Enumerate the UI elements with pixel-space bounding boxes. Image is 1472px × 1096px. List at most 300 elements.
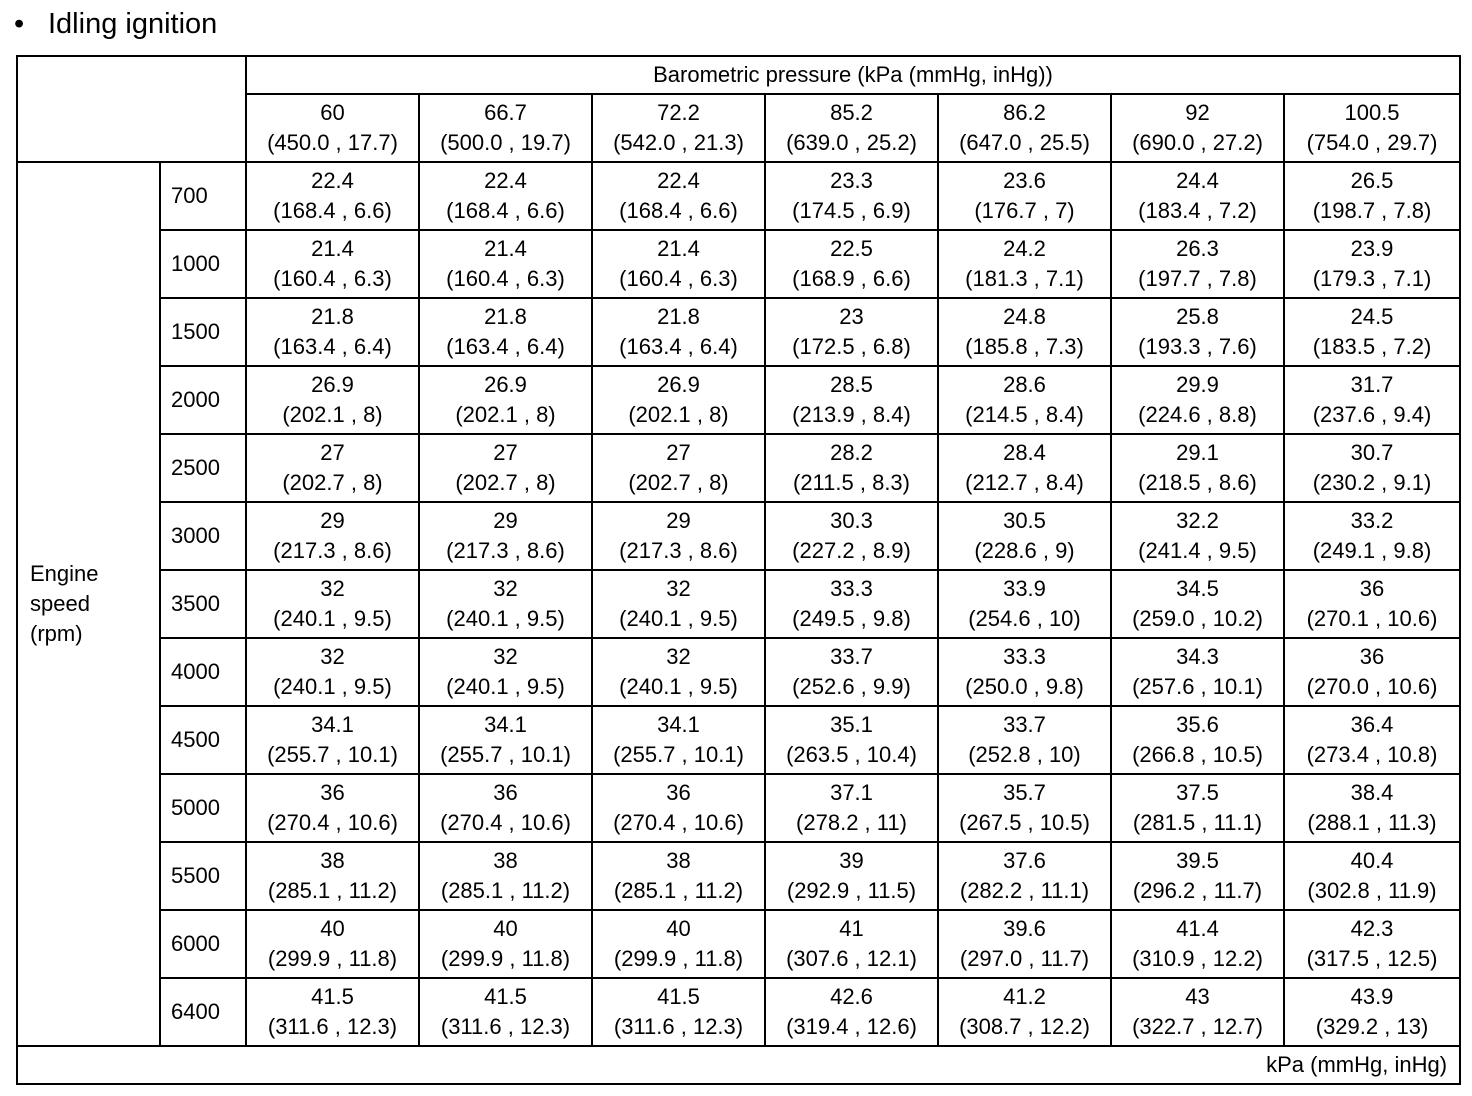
value-kpa: 34.3 [1176,644,1219,669]
value-kpa: 36 [1359,644,1385,669]
value-kpa: 26.9 [484,372,527,397]
value-mmhg-inhg: (181.3 , 7.1) [965,266,1084,291]
value-kpa: 28.6 [1003,372,1046,397]
value-mmhg-inhg: (270.1 , 10.6) [1306,606,1438,631]
value-kpa: 32 [493,576,518,601]
value-kpa: 27 [666,440,691,465]
value-mmhg-inhg: (163.4 , 6.4) [446,334,565,359]
value-kpa: 32 [666,644,691,669]
value-cell [765,162,938,230]
value-cell [765,298,938,366]
value-mmhg-inhg: (270.0 , 10.6) [1306,674,1438,699]
value-cell [419,842,592,910]
value-kpa: 43.9 [1350,984,1394,1009]
pressure-sub-value: (500.0 , 19.7) [440,130,571,155]
value-kpa: 30.7 [1350,440,1394,465]
value-kpa: 37.6 [1003,848,1046,873]
value-mmhg-inhg: (198.7 , 7.8) [1312,198,1432,223]
value-mmhg-inhg: (168.4 , 6.6) [619,198,738,223]
value-cell [1111,638,1284,706]
value-cell [938,842,1111,910]
value-mmhg-inhg: (255.7 , 10.1) [613,742,744,767]
table-row [17,298,1460,366]
value-kpa: 27 [493,440,518,465]
value-kpa: 32.2 [1176,508,1219,533]
value-mmhg-inhg: (240.1 , 9.5) [619,674,738,699]
value-cell [765,434,938,502]
value-kpa: 29 [493,508,518,533]
value-mmhg-inhg: (183.5 , 7.2) [1312,334,1432,359]
value-cell [1284,910,1460,978]
value-cell [246,842,419,910]
value-mmhg-inhg: (282.2 , 11.1) [959,878,1090,903]
value-cell [246,502,419,570]
value-cell [1284,978,1460,1046]
value-cell [765,706,938,774]
value-kpa: 22.4 [311,168,354,193]
value-mmhg-inhg: (302.8 , 11.9) [1307,878,1437,903]
value-mmhg-inhg: (273.4 , 10.8) [1306,742,1438,767]
value-cell [419,502,592,570]
value-cell [592,434,765,502]
value-cell [592,774,765,842]
pressure-column-header [938,94,1111,162]
value-cell [938,570,1111,638]
value-cell [592,366,765,434]
value-mmhg-inhg: (202.1 , 8) [282,402,383,427]
pressure-sub-value: (542.0 , 21.3) [613,130,744,155]
value-cell [419,978,592,1046]
value-kpa: 26.3 [1176,236,1219,261]
rpm-cell: 6400 [160,978,246,1046]
value-kpa: 37.5 [1176,780,1219,805]
table-row [17,434,1460,502]
pressure-value: 72.2 [657,100,700,125]
table-row [17,774,1460,842]
value-kpa: 43 [1185,984,1210,1009]
value-cell [1284,638,1460,706]
value-mmhg-inhg: (329.2 , 13) [1315,1014,1429,1039]
value-cell [592,162,765,230]
value-kpa: 42.6 [830,984,873,1009]
value-kpa: 29.9 [1176,372,1219,397]
value-mmhg-inhg: (299.9 , 11.8) [613,946,744,971]
value-cell [1111,910,1284,978]
value-cell [419,706,592,774]
pressure-sub-value: (639.0 , 25.2) [786,130,917,155]
value-mmhg-inhg: (240.1 , 9.5) [446,606,565,631]
units-note: kPa (mmHg, inHg) [17,1046,1460,1084]
value-mmhg-inhg: (240.1 , 9.5) [273,606,392,631]
pressure-value: 92 [1185,100,1210,125]
value-mmhg-inhg: (259.0 , 10.2) [1132,606,1263,631]
value-mmhg-inhg: (319.4 , 12.6) [786,1014,917,1039]
value-mmhg-inhg: (278.2 , 11) [796,810,907,835]
value-cell [765,638,938,706]
value-cell [1284,706,1460,774]
value-mmhg-inhg: (168.4 , 6.6) [446,198,565,223]
value-mmhg-inhg: (213.9 , 8.4) [792,402,911,427]
pressure-value: 100.5 [1344,100,1400,125]
rpm-cell: 700 [160,162,246,230]
value-cell [765,570,938,638]
value-cell [246,638,419,706]
engine-speed-label-line: Engine [30,561,99,586]
pressure-sub-value: (690.0 , 27.2) [1132,130,1263,155]
rpm-cell: 4500 [160,706,246,774]
value-mmhg-inhg: (270.4 , 10.6) [267,810,398,835]
table-row [17,706,1460,774]
value-mmhg-inhg: (285.1 , 11.2) [440,878,571,903]
value-kpa: 34.1 [484,712,527,737]
value-cell [765,842,938,910]
value-cell [1111,162,1284,230]
value-kpa: 33.9 [1003,576,1046,601]
value-mmhg-inhg: (311.6 , 12.3) [267,1014,398,1039]
value-kpa: 34.5 [1176,576,1219,601]
value-mmhg-inhg: (257.6 , 10.1) [1132,674,1263,699]
value-kpa: 30.5 [1003,508,1046,533]
value-cell [246,162,419,230]
value-mmhg-inhg: (217.3 , 8.6) [446,538,565,563]
section-title [14,6,217,42]
pressure-header: Barometric pressure (kPa (mmHg, inHg)) [246,56,1460,94]
value-mmhg-inhg: (163.4 , 6.4) [619,334,738,359]
engine-speed-label-line: (rpm) [30,621,83,646]
value-kpa: 32 [320,644,345,669]
value-cell [938,706,1111,774]
value-kpa: 32 [666,576,691,601]
value-kpa: 36 [320,780,345,805]
pressure-column-header [1284,94,1460,162]
value-mmhg-inhg: (202.7 , 8) [628,470,729,495]
value-kpa: 23.9 [1350,236,1394,261]
value-kpa: 41.5 [484,984,527,1009]
value-cell [592,298,765,366]
rpm-cell: 1500 [160,298,246,366]
pressure-column-header [765,94,938,162]
value-cell [1111,434,1284,502]
value-kpa: 39 [839,848,864,873]
value-cell [246,434,419,502]
value-mmhg-inhg: (227.2 , 8.9) [792,538,911,563]
value-mmhg-inhg: (297.0 , 11.7) [959,946,1090,971]
rpm-cell: 2500 [160,434,246,502]
value-cell [419,366,592,434]
value-kpa: 23 [839,304,864,329]
pressure-column-header [419,94,592,162]
value-kpa: 38 [320,848,345,873]
value-cell [1111,502,1284,570]
value-mmhg-inhg: (249.1 , 9.8) [1312,538,1432,563]
pressure-column-header [246,94,419,162]
pressure-value: 66.7 [484,100,527,125]
value-kpa: 26.9 [657,372,700,397]
value-mmhg-inhg: (174.5 , 6.9) [792,198,911,223]
value-kpa: 28.2 [830,440,873,465]
value-cell [592,706,765,774]
value-mmhg-inhg: (217.3 , 8.6) [619,538,738,563]
value-cell [938,774,1111,842]
value-mmhg-inhg: (202.7 , 8) [455,470,556,495]
pressure-column-header [592,94,765,162]
value-kpa: 33.3 [830,576,873,601]
value-kpa: 22.5 [830,236,873,261]
value-mmhg-inhg: (224.6 , 8.8) [1138,402,1257,427]
value-cell [246,298,419,366]
value-kpa: 21.4 [657,236,700,261]
value-mmhg-inhg: (172.5 , 6.8) [792,334,911,359]
value-cell [1111,230,1284,298]
table-row [17,230,1460,298]
value-kpa: 32 [320,576,345,601]
value-kpa: 42.3 [1350,916,1394,941]
value-kpa: 36.4 [1350,712,1394,737]
value-kpa: 22.4 [657,168,700,193]
value-mmhg-inhg: (163.4 , 6.4) [273,334,392,359]
table-row [17,910,1460,978]
pressure-value: 60 [320,100,345,125]
value-cell [1284,162,1460,230]
value-mmhg-inhg: (267.5 , 10.5) [959,810,1090,835]
value-cell [246,366,419,434]
table-row [17,638,1460,706]
value-mmhg-inhg: (202.7 , 8) [282,470,383,495]
value-kpa: 28.4 [1003,440,1046,465]
value-mmhg-inhg: (322.7 , 12.7) [1132,1014,1263,1039]
value-cell [246,230,419,298]
value-cell [592,842,765,910]
value-cell [1284,570,1460,638]
value-mmhg-inhg: (255.7 , 10.1) [440,742,571,767]
value-kpa: 30.3 [830,508,873,533]
value-kpa: 34.1 [657,712,700,737]
value-kpa: 35.1 [830,712,873,737]
value-kpa: 24.2 [1003,236,1046,261]
value-kpa: 29 [666,508,691,533]
table-row [17,978,1460,1046]
value-kpa: 33.3 [1003,644,1046,669]
value-cell [592,570,765,638]
rpm-cell: 5000 [160,774,246,842]
value-cell [419,434,592,502]
value-mmhg-inhg: (292.9 , 11.5) [786,878,917,903]
value-cell [938,366,1111,434]
value-cell [246,978,419,1046]
value-mmhg-inhg: (240.1 , 9.5) [619,606,738,631]
value-kpa: 41.5 [311,984,354,1009]
table-row [17,842,1460,910]
value-mmhg-inhg: (160.4 , 6.3) [273,266,392,291]
value-cell [938,298,1111,366]
idling-ignition-table [16,55,1461,1085]
value-kpa: 38.4 [1350,780,1394,805]
value-kpa: 22.4 [484,168,527,193]
value-mmhg-inhg: (240.1 , 9.5) [446,674,565,699]
value-cell [1284,774,1460,842]
value-mmhg-inhg: (254.6 , 10) [968,606,1081,631]
value-mmhg-inhg: (176.7 , 7) [974,198,1075,223]
value-mmhg-inhg: (317.5 , 12.5) [1306,946,1438,971]
value-kpa: 41.2 [1003,984,1046,1009]
rpm-cell: 4000 [160,638,246,706]
pressure-sub-value: (450.0 , 17.7) [267,130,398,155]
value-mmhg-inhg: (270.4 , 10.6) [613,810,744,835]
value-cell [765,910,938,978]
pressure-value: 85.2 [830,100,873,125]
table-row [17,162,1460,230]
value-cell [1284,502,1460,570]
value-mmhg-inhg: (168.9 , 6.6) [792,266,911,291]
value-kpa: 21.4 [311,236,354,261]
table-row [17,502,1460,570]
value-kpa: 41 [839,916,864,941]
rpm-cell: 1000 [160,230,246,298]
engine-speed-label [17,162,160,1046]
value-cell [1111,706,1284,774]
value-cell [1111,366,1284,434]
pressure-sub-value: (754.0 , 29.7) [1306,130,1438,155]
engine-speed-label-line: speed [30,591,90,616]
value-kpa: 29.1 [1176,440,1219,465]
value-kpa: 40 [320,916,345,941]
value-kpa: 36 [666,780,691,805]
pressure-value: 86.2 [1003,100,1046,125]
value-cell [592,502,765,570]
value-kpa: 29 [320,508,345,533]
value-kpa: 40 [493,916,518,941]
value-kpa: 40.4 [1350,848,1394,873]
value-kpa: 23.6 [1003,168,1046,193]
value-kpa: 24.8 [1003,304,1046,329]
value-mmhg-inhg: (285.1 , 11.2) [267,878,398,903]
rpm-cell: 5500 [160,842,246,910]
value-kpa: 38 [493,848,518,873]
value-mmhg-inhg: (263.5 , 10.4) [786,742,917,767]
value-cell [1284,842,1460,910]
value-mmhg-inhg: (217.3 , 8.6) [273,538,392,563]
value-kpa: 26.9 [311,372,354,397]
value-cell [1284,298,1460,366]
value-kpa: 41.4 [1176,916,1219,941]
value-cell [419,298,592,366]
value-cell [246,910,419,978]
value-kpa: 31.7 [1350,372,1394,397]
value-mmhg-inhg: (214.5 , 8.4) [965,402,1084,427]
value-mmhg-inhg: (211.5 , 8.3) [793,470,910,495]
value-mmhg-inhg: (202.1 , 8) [455,402,556,427]
value-kpa: 32 [493,644,518,669]
value-kpa: 24.4 [1176,168,1219,193]
value-kpa: 36 [493,780,518,805]
value-cell [419,570,592,638]
value-cell [592,910,765,978]
value-mmhg-inhg: (160.4 , 6.3) [619,266,738,291]
rpm-cell: 3000 [160,502,246,570]
value-mmhg-inhg: (311.6 , 12.3) [613,1014,744,1039]
value-mmhg-inhg: (218.5 , 8.6) [1138,470,1257,495]
value-kpa: 41.5 [657,984,700,1009]
value-cell [1284,366,1460,434]
value-cell [938,162,1111,230]
value-mmhg-inhg: (296.2 , 11.7) [1132,878,1263,903]
value-kpa: 24.5 [1350,304,1394,329]
value-kpa: 37.1 [830,780,873,805]
value-kpa: 33.7 [830,644,873,669]
value-cell [765,502,938,570]
value-kpa: 21.8 [657,304,700,329]
value-mmhg-inhg: (230.2 , 9.1) [1312,470,1432,495]
value-cell [246,774,419,842]
value-mmhg-inhg: (270.4 , 10.6) [440,810,571,835]
pressure-column-header [1111,94,1284,162]
value-kpa: 35.7 [1003,780,1046,805]
value-kpa: 36 [1359,576,1385,601]
value-mmhg-inhg: (168.4 , 6.6) [273,198,392,223]
value-mmhg-inhg: (307.6 , 12.1) [786,946,917,971]
value-cell [1284,230,1460,298]
value-cell [765,978,938,1046]
table-row [17,366,1460,434]
value-cell [592,978,765,1046]
value-kpa: 23.3 [830,168,873,193]
value-cell [938,502,1111,570]
value-kpa: 21.8 [311,304,354,329]
value-mmhg-inhg: (179.3 , 7.1) [1312,266,1432,291]
value-kpa: 33.7 [1003,712,1046,737]
value-cell [938,978,1111,1046]
rpm-cell: 6000 [160,910,246,978]
header-row-pressure [17,56,1460,94]
value-mmhg-inhg: (281.5 , 11.1) [1132,810,1263,835]
value-kpa: 39.5 [1176,848,1219,873]
value-kpa: 28.5 [830,372,873,397]
pressure-sub-value: (647.0 , 25.5) [959,130,1090,155]
value-mmhg-inhg: (288.1 , 11.3) [1307,810,1437,835]
value-mmhg-inhg: (311.6 , 12.3) [440,1014,571,1039]
value-cell [419,910,592,978]
value-mmhg-inhg: (202.1 , 8) [628,402,729,427]
value-mmhg-inhg: (183.4 , 7.2) [1138,198,1257,223]
value-cell [592,638,765,706]
value-mmhg-inhg: (249.5 , 9.8) [792,606,911,631]
value-cell [1111,570,1284,638]
value-mmhg-inhg: (212.7 , 8.4) [965,470,1084,495]
value-mmhg-inhg: (266.8 , 10.5) [1132,742,1263,767]
value-cell [419,230,592,298]
value-cell [765,774,938,842]
value-mmhg-inhg: (299.9 , 11.8) [267,946,398,971]
value-mmhg-inhg: (160.4 , 6.3) [446,266,565,291]
rpm-cell: 3500 [160,570,246,638]
value-cell [938,910,1111,978]
value-mmhg-inhg: (285.1 , 11.2) [613,878,744,903]
value-mmhg-inhg: (240.1 , 9.5) [273,674,392,699]
value-cell [419,638,592,706]
value-cell [1111,842,1284,910]
value-mmhg-inhg: (237.6 , 9.4) [1312,402,1432,427]
rpm-cell: 2000 [160,366,246,434]
value-cell [765,230,938,298]
value-mmhg-inhg: (252.8 , 10) [968,742,1081,767]
value-mmhg-inhg: (252.6 , 9.9) [792,674,911,699]
value-kpa: 40 [666,916,691,941]
value-mmhg-inhg: (255.7 , 10.1) [267,742,398,767]
value-cell [419,774,592,842]
value-cell [1111,774,1284,842]
value-cell [765,366,938,434]
value-kpa: 27 [320,440,345,465]
